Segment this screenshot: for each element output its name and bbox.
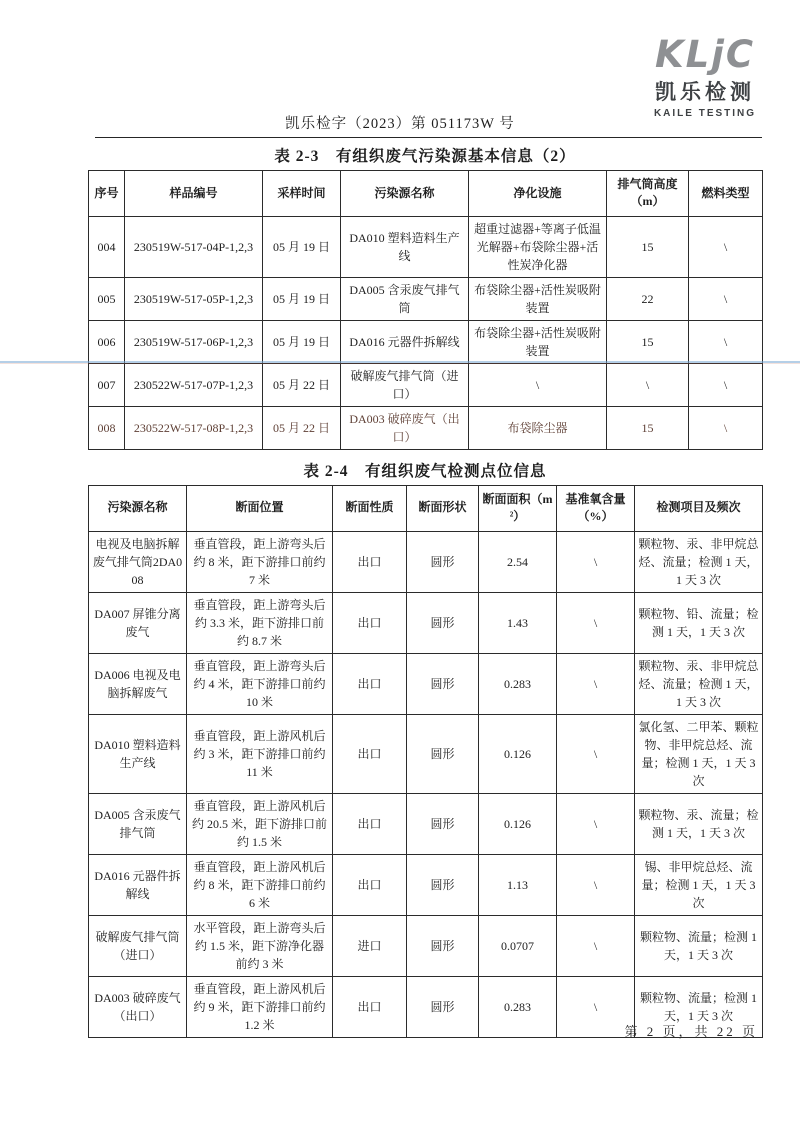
- table-cell: \: [557, 531, 635, 592]
- table-cell: \: [557, 915, 635, 976]
- table-cell: \: [557, 976, 635, 1037]
- table-cell: DA010 塑料造料生产线: [341, 216, 469, 277]
- table-cell: 布袋除尘器+活性炭吸附装置: [469, 320, 607, 363]
- logo-name-cn: 凯乐检测: [655, 81, 755, 104]
- table-cell: 颗粒物、汞、非甲烷总烃、流量；检测 1 天，1 天 3 次: [635, 531, 763, 592]
- table-cell: 05 月 19 日: [263, 216, 341, 277]
- table-cell: \: [469, 363, 607, 406]
- table-header-row: [89, 171, 763, 217]
- table-row: [89, 793, 763, 854]
- table-cell: 008: [89, 406, 125, 449]
- table-cell: 颗粒物、汞、非甲烷总烃、流量；检测 1 天，1 天 3 次: [635, 653, 763, 714]
- column-header: 污染源名称: [89, 485, 187, 531]
- table2-title: 表 2-4 有组织废气检测点位信息: [303, 462, 547, 480]
- table-cell: 出口: [333, 714, 407, 793]
- table-cell: \: [557, 653, 635, 714]
- table-cell: 22: [607, 277, 689, 320]
- table-cell: 垂直管段，距上游风机后约 8 米，距下游排口前约 6 米: [187, 854, 333, 915]
- column-header: 排气筒高度（m）: [607, 171, 689, 217]
- table-cell: 15: [607, 406, 689, 449]
- table-cell: \: [689, 277, 763, 320]
- table-cell: 出口: [333, 653, 407, 714]
- table-cell: 进口: [333, 915, 407, 976]
- column-header: 样品编号: [125, 171, 263, 217]
- table-cell: 电视及电脑拆解废气排气筒2DA008: [89, 531, 187, 592]
- table-cell: 出口: [333, 793, 407, 854]
- column-header: 序号: [89, 171, 125, 217]
- table-cell: DA016 元器件拆解线: [341, 320, 469, 363]
- table-cell: 15: [607, 320, 689, 363]
- table-cell: 圆形: [407, 793, 479, 854]
- table-cell: 05 月 19 日: [263, 277, 341, 320]
- table-row: [89, 854, 763, 915]
- table-cell: 颗粒物、铅、流量；检测 1 天，1 天 3 次: [635, 592, 763, 653]
- table-cell: 230519W-517-04P-1,2,3: [125, 216, 263, 277]
- table-cell: 垂直管段，距上游弯头后约 8 米，距下游排口前约 7 米: [187, 531, 333, 592]
- logo-name-en: KAILE TESTING: [653, 108, 757, 119]
- table-row: [89, 406, 763, 449]
- table-cell: 锡、非甲烷总烃、流量；检测 1 天，1 天 3 次: [635, 854, 763, 915]
- table-cell: 1.13: [479, 854, 557, 915]
- table-cell: 15: [607, 216, 689, 277]
- table-cell: 圆形: [407, 592, 479, 653]
- table-cell: \: [689, 363, 763, 406]
- column-header: 基准氧含量（%）: [557, 485, 635, 531]
- table1-title: 表 2-3 有组织废气污染源基本信息（2）: [274, 148, 576, 165]
- table-cell: 颗粒物、流量；检测 1 天，1 天 3 次: [635, 976, 763, 1037]
- column-header: 采样时间: [263, 171, 341, 217]
- table-cell: 0.0707: [479, 915, 557, 976]
- table-cell: 007: [89, 363, 125, 406]
- column-header: 断面性质: [333, 485, 407, 531]
- table-cell: 破解废气排气筒（进口）: [341, 363, 469, 406]
- table-row: [89, 653, 763, 714]
- table-cell: 垂直管段，距上游风机后约 9 米，距下游排口前约 1.2 米: [187, 976, 333, 1037]
- page-content: [88, 142, 762, 1038]
- table-cell: 005: [89, 277, 125, 320]
- column-header: 断面形状: [407, 485, 479, 531]
- table-row: [89, 216, 763, 277]
- table-cell: 圆形: [407, 714, 479, 793]
- table-cell: 垂直管段，距上游风机后约 3 米，距下游排口前约 11 米: [187, 714, 333, 793]
- table-cell: 颗粒物、流量；检测 1 天，1 天 3 次: [635, 915, 763, 976]
- table-cell: 05 月 22 日: [263, 406, 341, 449]
- table-cell: 出口: [333, 531, 407, 592]
- column-header: 断面面积（m²）: [479, 485, 557, 531]
- table-cell: 0.126: [479, 793, 557, 854]
- table-cell: 圆形: [407, 976, 479, 1037]
- table-cell: 颗粒物、汞、流量；检测 1 天，1 天 3 次: [635, 793, 763, 854]
- column-header: 燃料类型: [689, 171, 763, 217]
- table-cell: DA016 元器件拆解线: [89, 854, 187, 915]
- table-cell: 垂直管段，距上游风机后约 20.5 米，距下游排口前约 1.5 米: [187, 793, 333, 854]
- table-row: [89, 363, 763, 406]
- logo-acronym: KLjC: [654, 33, 756, 76]
- table-cell: 0.283: [479, 976, 557, 1037]
- table-cell: \: [557, 592, 635, 653]
- table-cell: 布袋除尘器+活性炭吸附装置: [469, 277, 607, 320]
- table-cell: 230519W-517-06P-1,2,3: [125, 320, 263, 363]
- table-cell: 05 月 22 日: [263, 363, 341, 406]
- column-header: 检测项目及频次: [635, 485, 763, 531]
- table-cell: DA005 含汞废气排气筒: [341, 277, 469, 320]
- table-cell: 出口: [333, 976, 407, 1037]
- table-row: [89, 915, 763, 976]
- table-cell: 出口: [333, 854, 407, 915]
- table-cell: 006: [89, 320, 125, 363]
- table-cell: DA010 塑料造料生产线: [89, 714, 187, 793]
- table-cell: 230522W-517-08P-1,2,3: [125, 406, 263, 449]
- scan-artifact-line: [0, 361, 800, 363]
- table-cell: \: [557, 854, 635, 915]
- table-cell: DA006 电视及电脑拆解废气: [89, 653, 187, 714]
- table-cell: DA003 破碎废气（出口）: [341, 406, 469, 449]
- table-cell: 圆形: [407, 531, 479, 592]
- page-number: 第 2 页，共 22 页: [624, 1024, 758, 1039]
- table-cell: 垂直管段，距上游弯头后约 3.3 米，距下游排口前约 8.7 米: [187, 592, 333, 653]
- table-row: [89, 320, 763, 363]
- table-cell: 出口: [333, 592, 407, 653]
- table-cell: \: [557, 793, 635, 854]
- table-cell: 圆形: [407, 854, 479, 915]
- table-row: [89, 592, 763, 653]
- column-header: 净化设施: [469, 171, 607, 217]
- table-cell: DA003 破碎废气（出口）: [89, 976, 187, 1037]
- table-cell: DA005 含汞废气排气筒: [89, 793, 187, 854]
- table-cell: \: [689, 406, 763, 449]
- table-cell: 1.43: [479, 592, 557, 653]
- pollution-source-table: [88, 170, 763, 450]
- table-header-row: [89, 485, 763, 531]
- table-cell: \: [557, 714, 635, 793]
- company-logo: [630, 33, 780, 119]
- table-cell: 氯化氢、二甲苯、颗粒物、非甲烷总烃、流量；检测 1 天，1 天 3 次: [635, 714, 763, 793]
- table-cell: 水平管段，距上游弯头后约 1.5 米，距下游净化器前约 3 米: [187, 915, 333, 976]
- table-cell: 布袋除尘器: [469, 406, 607, 449]
- table-row: [89, 531, 763, 592]
- table-cell: 圆形: [407, 915, 479, 976]
- table-cell: 0.283: [479, 653, 557, 714]
- table-row: [89, 277, 763, 320]
- table-cell: 2.54: [479, 531, 557, 592]
- doc-number: 凯乐检字（2023）第 051173W 号: [285, 116, 515, 132]
- table-cell: 230519W-517-05P-1,2,3: [125, 277, 263, 320]
- table-cell: \: [689, 320, 763, 363]
- table-cell: 05 月 19 日: [263, 320, 341, 363]
- table-cell: 004: [89, 216, 125, 277]
- table-cell: 垂直管段，距上游弯头后约 4 米，距下游排口前约 10 米: [187, 653, 333, 714]
- table-row: [89, 714, 763, 793]
- column-header: 污染源名称: [341, 171, 469, 217]
- table-cell: 0.126: [479, 714, 557, 793]
- table-cell: 超重过滤器+等离子低温光解器+布袋除尘器+活性炭净化器: [469, 216, 607, 277]
- table-cell: 230522W-517-07P-1,2,3: [125, 363, 263, 406]
- column-header: 断面位置: [187, 485, 333, 531]
- header-divider: [95, 137, 762, 138]
- table-cell: DA007 屏锥分离废气: [89, 592, 187, 653]
- table-cell: 破解废气排气筒（进口）: [89, 915, 187, 976]
- table-cell: \: [689, 216, 763, 277]
- detection-point-table: [88, 485, 763, 1038]
- table-cell: \: [607, 363, 689, 406]
- table-cell: 圆形: [407, 653, 479, 714]
